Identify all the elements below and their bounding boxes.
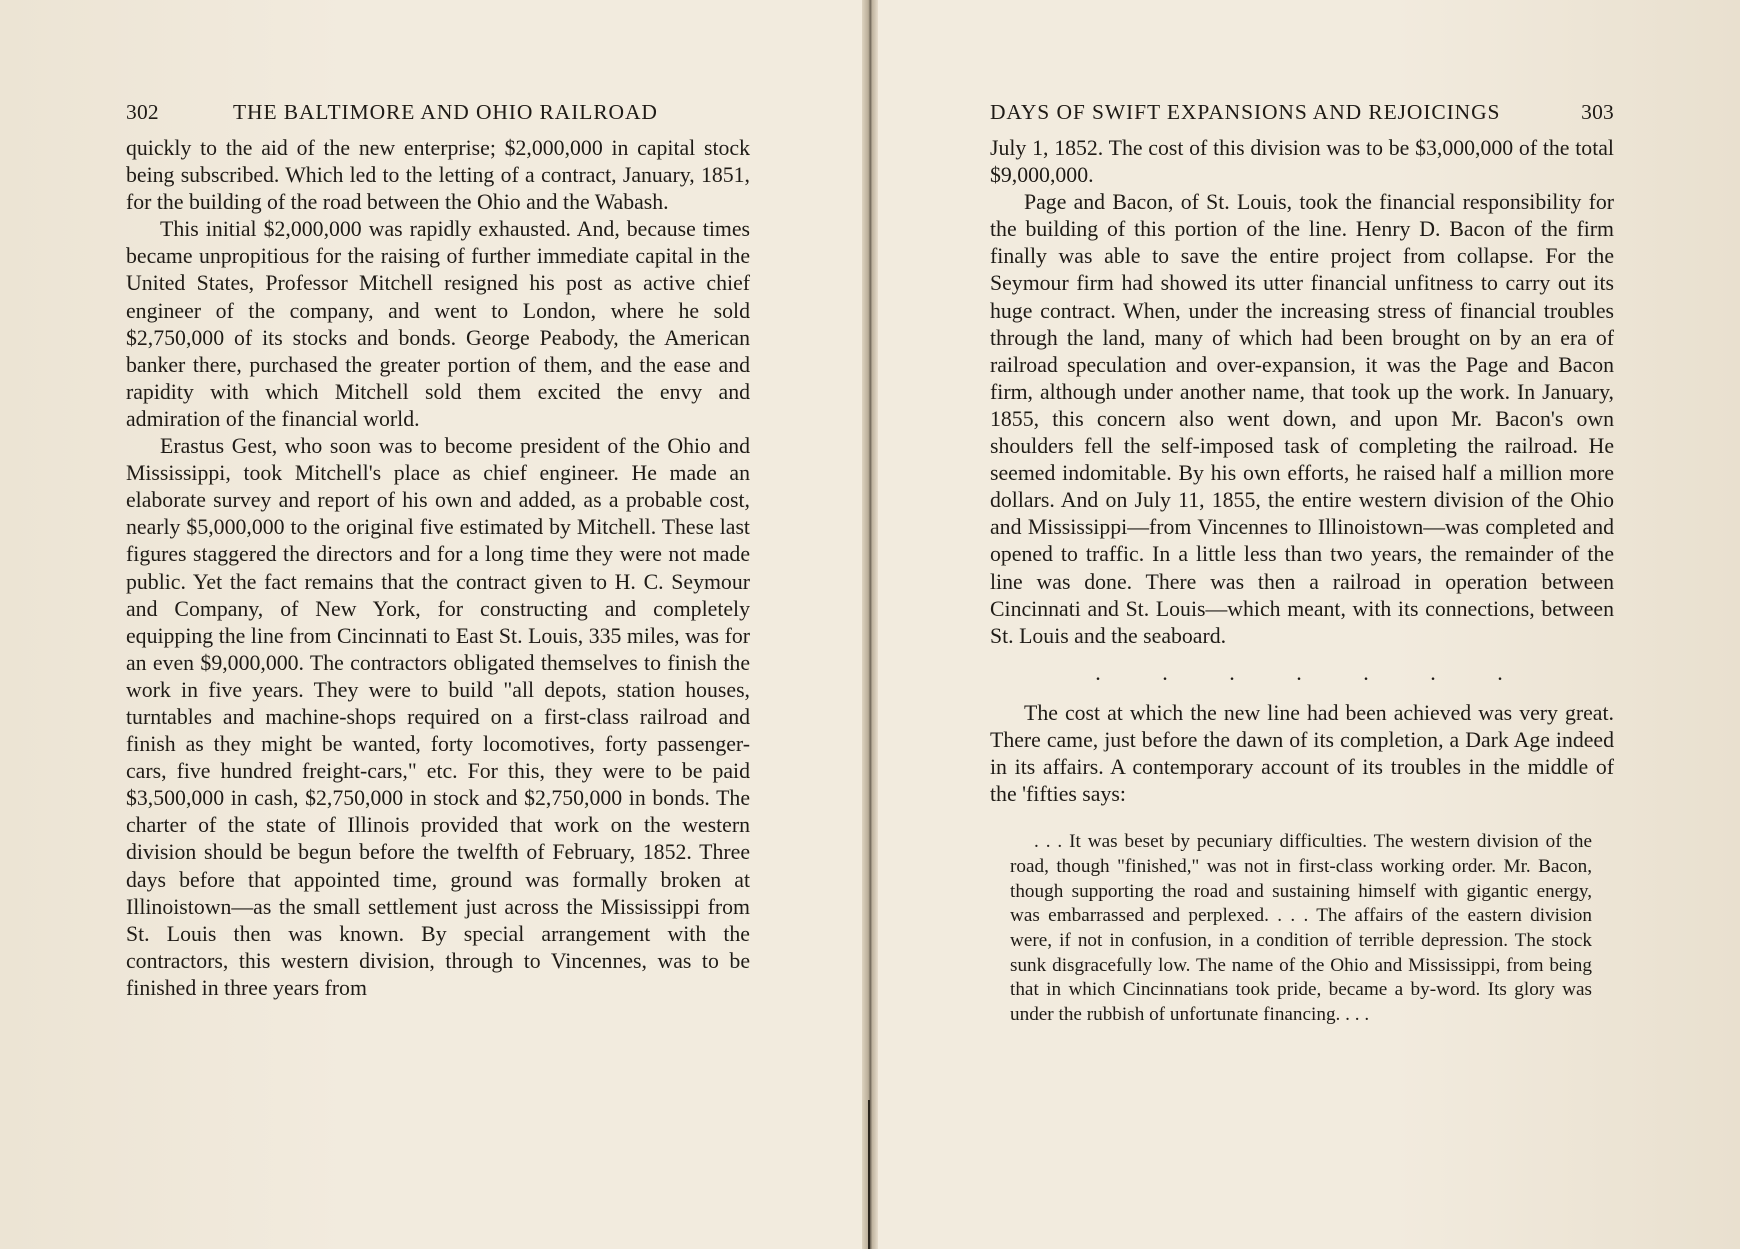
right-running-head: [990, 95, 1614, 129]
section-break-dots: [1094, 660, 1504, 686]
right-paragraph-1: July 1, 1852. The cost of this division was to be $3,000,000 of the total $9,000,000.: [990, 136, 1614, 188]
section-break-dot: .: [1430, 659, 1436, 685]
section-break-dot: .: [1296, 659, 1302, 685]
block-quote: . . . It was beset by pecuniary difficulties. The western division of the road, though "finished," was not in first-class working order. Mr. Bacon, though supporting the road and sustaining himself with gigantic energy, was embarrassed and perplexed. . . . The affairs of the eastern division were, if not in confusion, in a condition of terrible depression. The stock sunk disgracefully low. The name of the Ohio and Mississippi, from being that in which Cincinnatians took pride, became a by-word. Its glory was under the rubbish of unfortunate financing. . . .: [1010, 831, 1592, 1026]
left-page: [126, 95, 750, 1175]
left-running-title: THE BALTIMORE AND OHIO RAILROAD: [233, 100, 658, 124]
left-page-number: 302: [126, 100, 159, 124]
section-break-dot: .: [1363, 659, 1369, 685]
right-page: [990, 95, 1614, 1175]
section-break-dot: .: [1095, 659, 1101, 685]
right-page-number: 303: [1581, 100, 1614, 124]
gutter-shadow-line: [868, 1100, 870, 1249]
section-break-dot: .: [1162, 659, 1168, 685]
left-paragraph-1: quickly to the aid of the new enterprise; $2,000,000 in capital stock being subscribed. Which led to the letting of a contract, January, 1851, for the building of the road between the Ohio and the Wabash.: [126, 136, 750, 215]
left-paragraph-3: Erastus Gest, who soon was to become president of the Ohio and Mississippi, took Mitchell's place as chief engineer. He made an elaborate survey and report of his own and added, as a probable cost, nearly $5,000,000 to the original five estimated by Mitchell. These last figures staggered the directors and for a long time they were not made public. Yet the fact remains that the contract given to H. C. Seymour and Company, of New York, for constructing and completely equipping the line from Cincinnati to East St. Louis, 335 miles, was for an even $9,000,000. The contractors obligated themselves to finish the work in five years. They were to build "all depots, station houses, turntables and machine-shops required on a first-class railroad and finish as they might be wanted, forty locomotives, forty passenger-cars, five hundred freight-cars," etc. For this, they were to be paid $3,500,000 in cash, $2,750,000 in stock and $2,750,000 in bonds. The charter of the state of Illinois provided that work on the western division should be begun before the twelfth of February, 1852. Three days before that appointed time, ground was formally broken at Illinoistown—as the small settlement just across the Mississippi from St. Louis then was known. By special arrangement with the contractors, this western division, through to Vincennes, was to be finished in three years from: [126, 434, 750, 1000]
left-paragraph-2: This initial $2,000,000 was rapidly exhausted. And, because times became unpropitious for the raising of further immediate capital in the United States, Professor Mitchell resigned his post as active chief engineer of the company, and went to London, where he sold $2,750,000 of its stocks and bonds. George Peabody, the American banker there, purchased the greater portion of them, and the ease and rapidity with which Mitchell sold them excited the envy and admiration of the financial world.: [126, 217, 750, 431]
book-gutter: [862, 0, 878, 1249]
right-running-title: DAYS OF SWIFT EXPANSIONS AND REJOICINGS: [990, 100, 1501, 124]
section-break-dot: .: [1229, 659, 1235, 685]
right-paragraph-3: The cost at which the new line had been achieved was very great. There came, just before the dawn of its completion, a Dark Age indeed in its affairs. A contemporary account of its troubles in the middle of the 'fifties says:: [990, 700, 1614, 807]
section-break-dot: .: [1497, 659, 1503, 685]
left-running-head: [126, 95, 750, 129]
right-paragraph-2: Page and Bacon, of St. Louis, took the financial responsibility for the building of this portion of the line. Henry D. Bacon of the firm finally was able to save the entire project from collapse. For the Seymour firm had showed its utter financial unfitness to carry out its huge contract. When, under the increasing stress of financial troubles through the land, many of which had been brought on by an era of railroad speculation and over-expansion, it was the Page and Bacon firm, although under another name, that took up the work. In January, 1855, this concern also went down, and upon Mr. Bacon's own shoulders fell the self-imposed task of completing the railroad. He seemed indomitable. By his own efforts, he raised half a million more dollars. And on July 11, 1855, the entire western division of the Ohio and Mississippi—from Vincennes to Illinoistown—was completed and opened to traffic. In a little less than two years, the remainder of the line was done. There was then a railroad in operation between Cincinnati and St. Louis—which meant, with its connections, between St. Louis and the seaboard.: [990, 190, 1614, 648]
